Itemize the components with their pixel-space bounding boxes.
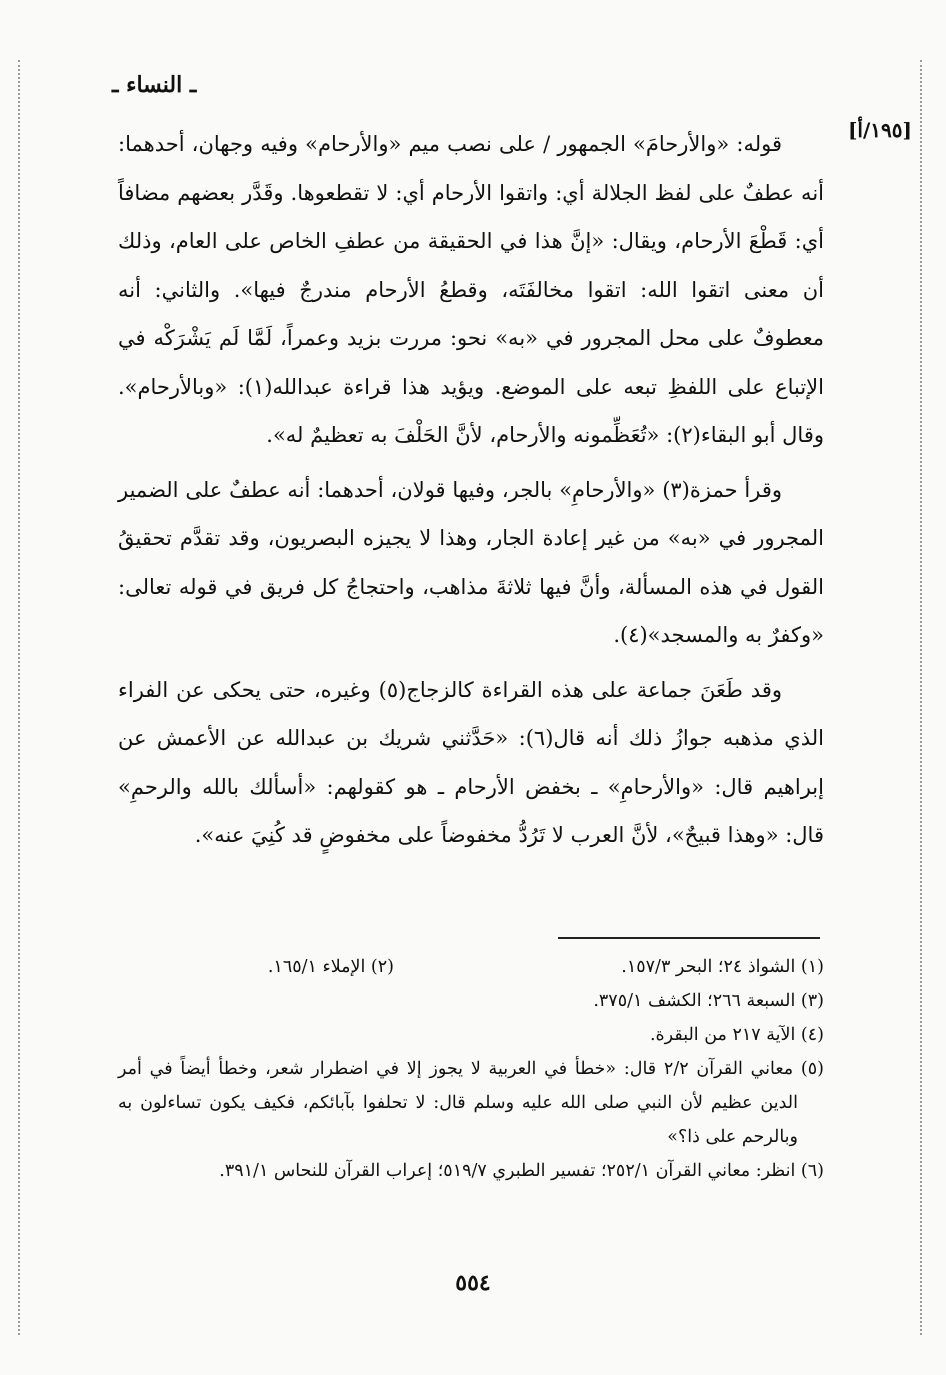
footnote-4: (٤) الآية ٢١٧ من البقرة. [649,1025,824,1045]
paragraph: قوله: «والأرحامَ» الجمهور / على نصب ميم «والأرحام» وفيه وجهان، أحدهما: أنه عطفٌ على لفظ الجلالة أي: واتقوا الأرحام أي: لا تقطعوها. وقَدَّر بعضهم مضافاً أي: قَطْعَ الأرحام، ويقال: «إنَّ هذا في الحقيقة من عطفِ الخاص على العام، وذلك أن معنى اتقوا الله: اتقوا مخالفَتَه، وقطعُ الأرحام مندرجٌ فيها». والثاني: أنه معطوفٌ على محل المجرور في «به» نحو: مررت بزيد وعمراً، لَمَّا لَم يَشْرَكْه في الإتباع على اللفظِ تبعه على الموضع. ويؤيد هذا قراءة عبدالله(١): «وبالأرحام». وقال أبو البقاء(٢): «تُعَظِّمونه والأرحام، لأنَّ الحَلْفَ به تعظيمٌ له». [118,132,824,447]
footnote-row [118,950,824,984]
paragraph: وقد طَعَنَ جماعة على هذه القراءة كالزجاج(٥) وغيره، حتى يحكى عن الفراء الذي مذهبه جوازُ ذلك أنه قال(٦): «حَدَّثني شريك بن عبدالله عن الأعمش عن إبراهيم قال: «والأرحامِ» ـ بخفض الأرحام ـ هو كقولهم: «أسألك بالله والرحمِ» قال: «وهذا قبيحٌ»، لأنَّ العرب لا تَرُدُّ مخفوضاً على مخفوضٍ قد كُنِيَ عنه». [118,677,824,847]
footnote-2: (٢) الإملاء ١٦٥/١. [267,957,394,977]
footnote-5: (٥) معاني القرآن ٢/٢ قال: «خطأ في العربية لا يجوز إلا في اضطرار شعر، وخطأ أيضاً في أمر الدين عظيم لأن النبي صلى الله عليه وسلم قال: لا تحلفوا بآبائكم، فكيف يكون تساءلون به وبالرحم على ذا؟» [118,1059,824,1147]
paragraph: وقرأ حمزة(٣) «والأرحامِ» بالجر، وفيها قولان، أحدهما: أنه عطفٌ على الضمير المجرور في «به» من غير إعادة الجار، وهذا لا يجيزه البصريون، وقد تقدَّم تحقيقُ القول في هذه المسألة، وأنَّ فيها ثلاثةَ مذاهب، واحتجاجُ كل فريق في قوله تعالى: «وكفرٌ به والمسجد»(٤). [118,477,824,647]
running-head: ـ النساء ـ [112,72,197,98]
right-edge-dots [920,60,922,1335]
main-text [118,120,824,860]
page-number: ٥٥٤ [455,1270,491,1296]
footnote-1: (١) الشواذ ٢٤؛ البحر ١٥٧/٣. [621,957,824,977]
footnotes [118,950,824,1188]
footnote-separator [558,937,820,939]
footnote-3: (٣) السبعة ٢٦٦؛ الكشف ٣٧٥/١. [593,991,824,1011]
footnote-6: (٦) انظر: معاني القرآن ٢٥٢/١؛ تفسير الطبري ٥١٩/٧؛ إعراب القرآن للنحاس ٣٩١/١. [219,1161,824,1181]
left-edge-dots [18,60,20,1335]
manuscript-folio-marker: [١٩٥/أ] [847,118,912,142]
